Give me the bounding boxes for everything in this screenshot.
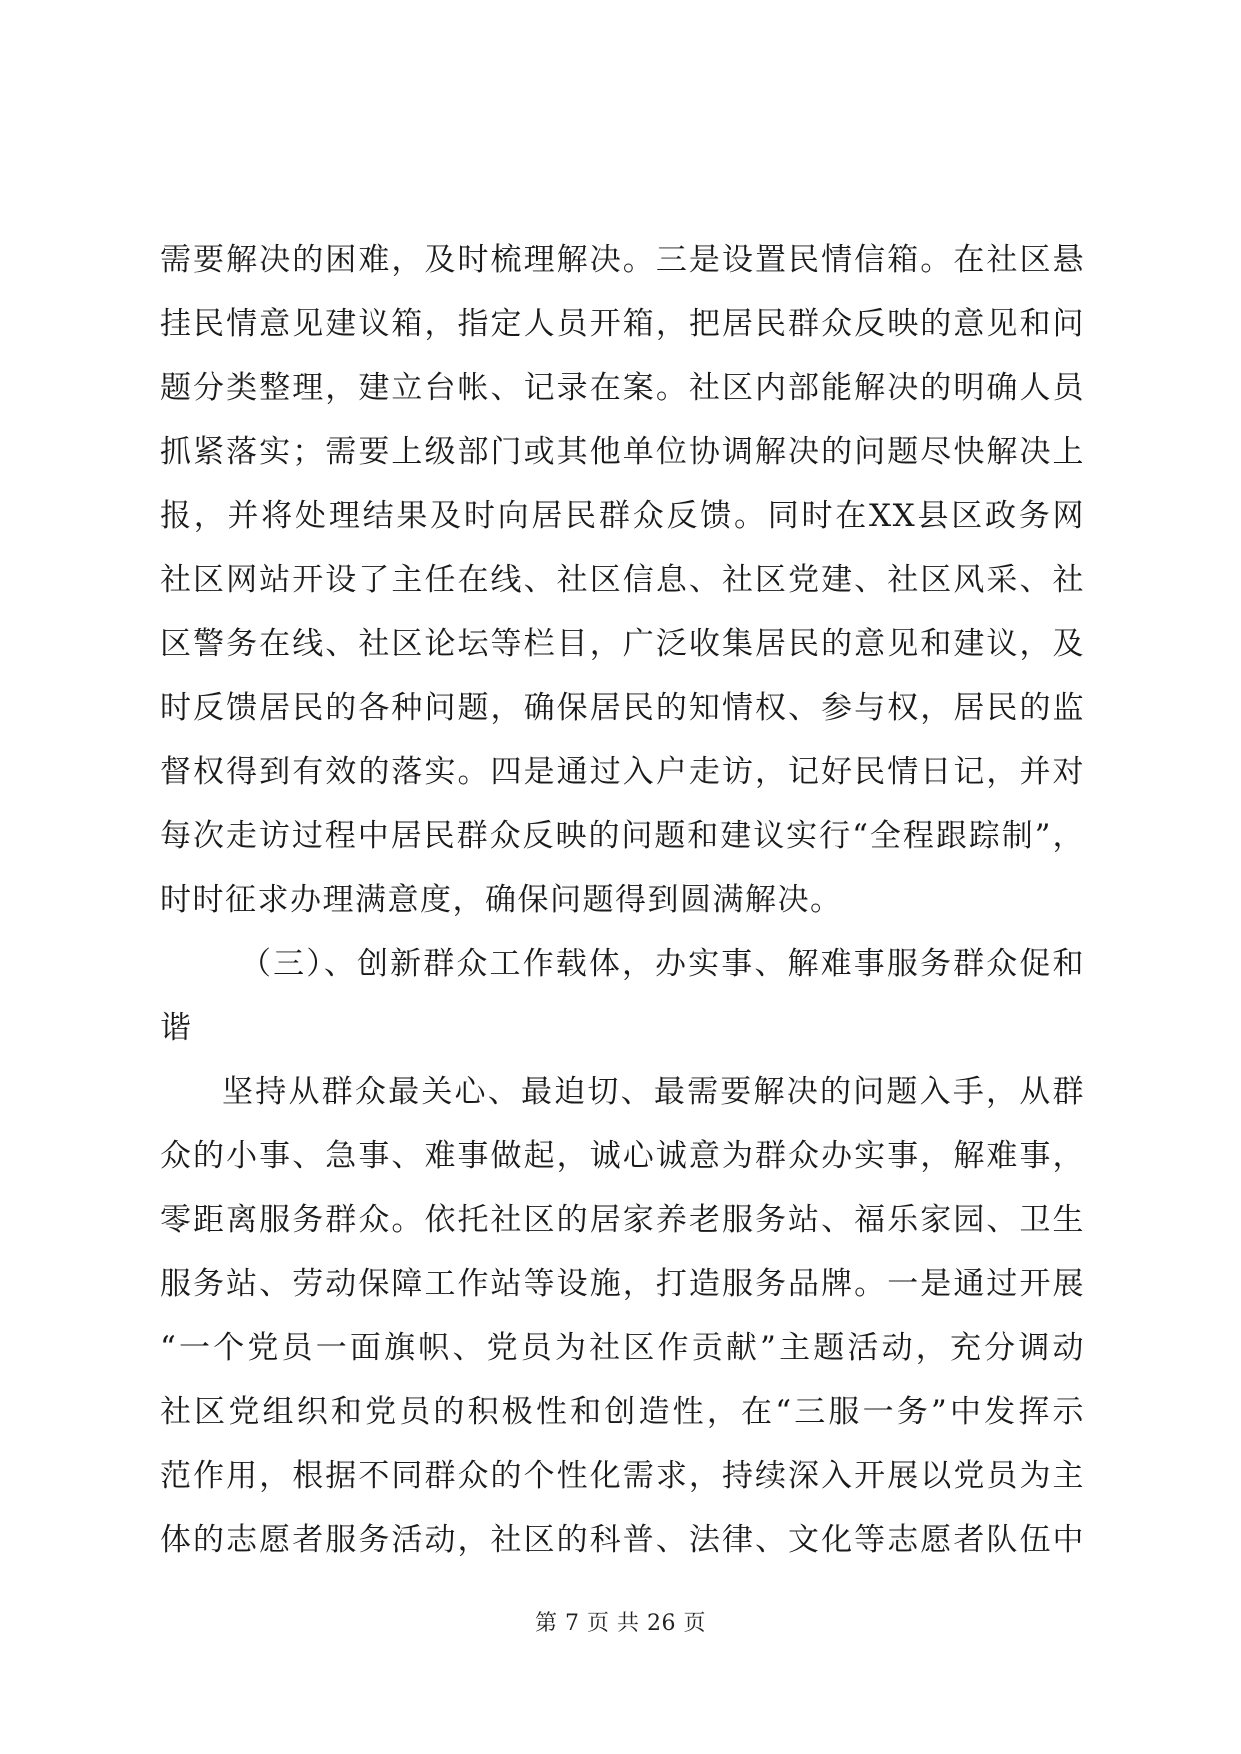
text-line: 服务站、劳动保障工作站等设施，打造服务品牌。一是通过开展 — [160, 1266, 1085, 1302]
text-line: 零距离服务群众。依托社区的居家养老服务站、福乐家园、卫生 — [160, 1202, 1085, 1238]
text-line: 体的志愿者服务活动，社区的科普、法律、文化等志愿者队伍中 — [160, 1522, 1085, 1558]
text-line: 报，并将处理结果及时向居民群众反馈。同时在XX县区政务网 — [160, 498, 1085, 534]
text-line: 需要解决的困难，及时梳理解决。三是设置民情信箱。在社区悬 — [160, 242, 1085, 278]
text-line: 题分类整理，建立台帐、记录在案。社区内部能解决的明确人员 — [160, 370, 1085, 406]
text-line: 督权得到有效的落实。四是通过入户走访，记好民情日记，并对 — [160, 754, 1085, 790]
text-line: 范作用，根据不同群众的个性化需求，持续深入开展以党员为主 — [160, 1458, 1085, 1494]
page-number-footer: 第 7 页 共 26 页 — [535, 1611, 706, 1636]
text-line: 区警务在线、社区论坛等栏目，广泛收集居民的意见和建议，及 — [160, 626, 1085, 662]
text-line: 社区网站开设了主任在线、社区信息、社区党建、社区风采、社 — [160, 562, 1085, 598]
text-line: 坚持从群众最关心、最迫切、最需要解决的问题入手，从群 — [222, 1074, 1085, 1110]
document-body — [160, 228, 1085, 1572]
text-line: 时反馈居民的各种问题，确保居民的知情权、参与权，居民的监 — [160, 690, 1085, 726]
heading-line: （三）、创新群众工作载体，办实事、解难事服务群众促和 — [240, 946, 1085, 982]
paragraph — [160, 1060, 1085, 1572]
paragraph-continued — [160, 228, 1085, 932]
text-line: “一个党员一面旗帜、党员为社区作贡献”主题活动，充分调动 — [160, 1330, 1085, 1366]
text-line: 社区党组织和党员的积极性和创造性，在“三服一务”中发挥示 — [160, 1394, 1085, 1430]
text-line: 挂民情意见建议箱，指定人员开箱，把居民群众反映的意见和问 — [160, 306, 1085, 342]
text-line: 时时征求办理满意度，确保问题得到圆满解决。 — [160, 882, 843, 918]
text-line: 众的小事、急事、难事做起，诚心诚意为群众办实事，解难事， — [160, 1138, 1085, 1174]
text-line: 每次走访过程中居民群众反映的问题和建议实行“全程跟踪制”， — [160, 818, 1085, 854]
heading-line: 谐 — [160, 1010, 193, 1046]
section-heading — [160, 932, 1085, 1060]
text-line: 抓紧落实；需要上级部门或其他单位协调解决的问题尽快解决上 — [160, 434, 1085, 470]
